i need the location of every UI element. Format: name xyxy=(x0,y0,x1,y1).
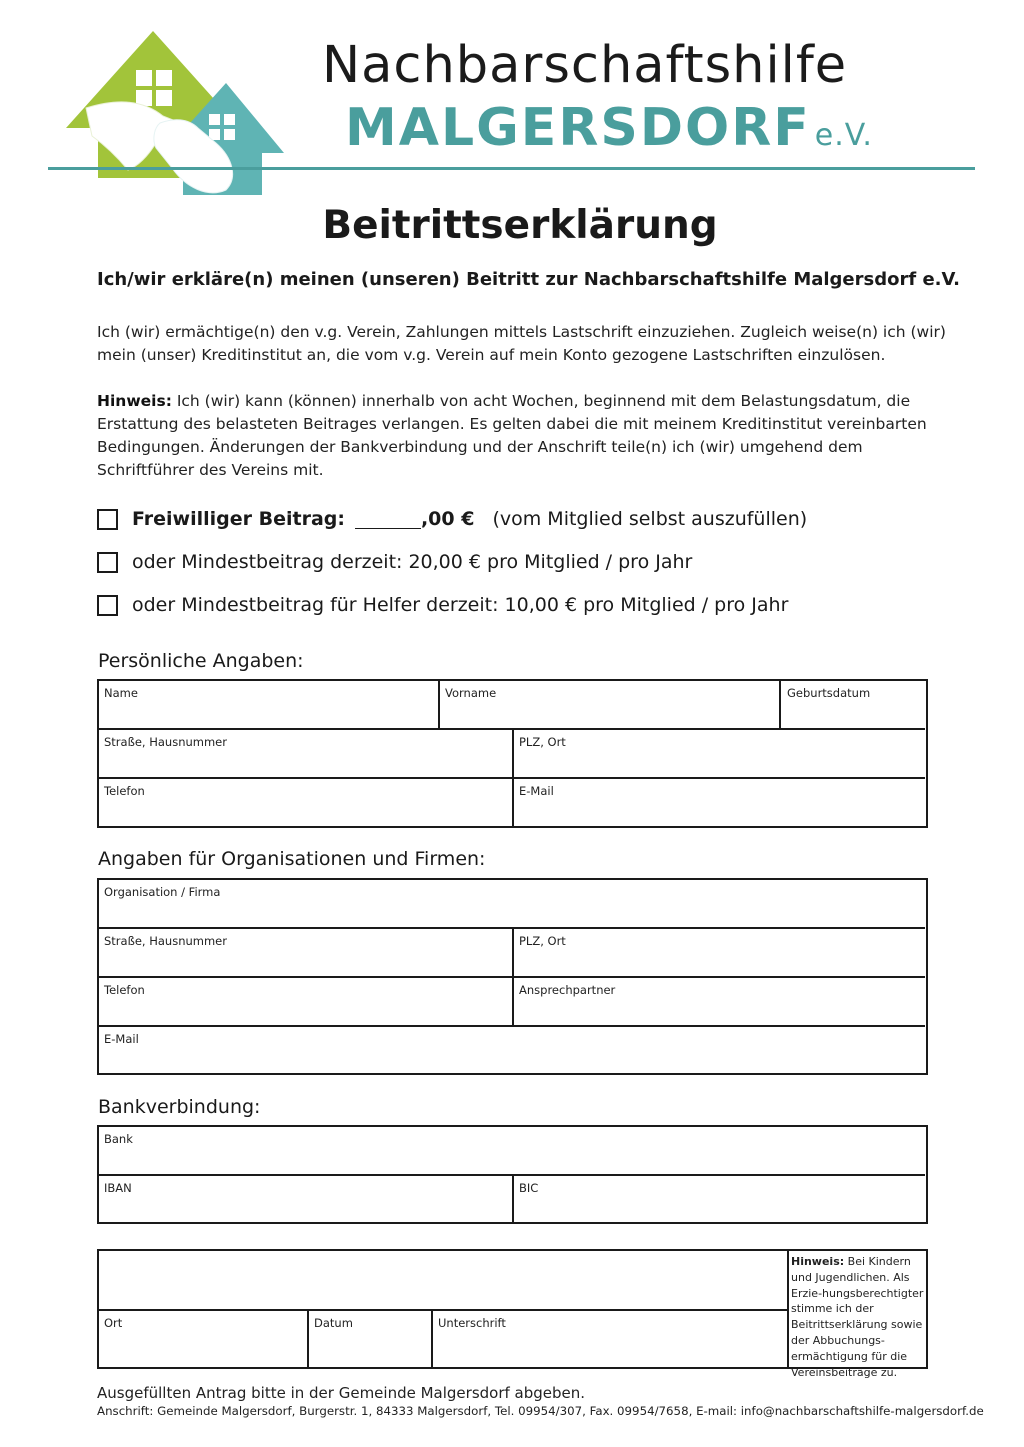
bank-heading: Bankverbindung: xyxy=(98,1096,261,1118)
name-field[interactable] xyxy=(99,681,438,728)
notice-label: Hinweis: xyxy=(97,392,172,410)
guardian-note-label: Hinweis: xyxy=(791,1255,845,1268)
org-name: Nachbarschaftshilfe xyxy=(322,36,848,95)
voluntary-checkbox[interactable] xyxy=(97,509,118,530)
bic-field[interactable] xyxy=(514,1176,925,1222)
signature-field[interactable] xyxy=(433,1311,787,1367)
option-voluntary xyxy=(97,504,807,534)
date-label: Datum xyxy=(314,1316,353,1330)
place-label: Ort xyxy=(104,1316,123,1330)
option-minimum xyxy=(97,547,692,577)
page-title: Beitrittserklärung xyxy=(322,203,718,248)
org-phone-label: Telefon xyxy=(104,983,145,997)
guardian-note xyxy=(791,1254,925,1380)
org-town-name: MALGERSDORF xyxy=(345,98,811,158)
mandate-text: Ich (wir) ermächtige(n) den v.g. Verein, Zahlungen mittels Lastschrift einzuziehen. Zugleich weise(n) ich (wir) mein (unser) Kreditinstitut an, die vom v.g. Verein auf mein Konto gezogene Lastschriften einzulösen. xyxy=(97,323,946,364)
notice-paragraph xyxy=(97,390,947,482)
org-email-field[interactable] xyxy=(99,1027,925,1073)
minimum-checkbox[interactable] xyxy=(97,552,118,573)
personal-form xyxy=(97,679,928,828)
name-label: Name xyxy=(104,686,138,700)
org-name-label: Organisation / Firma xyxy=(104,885,221,899)
organization-form xyxy=(97,878,928,1075)
iban-label: IBAN xyxy=(104,1181,132,1195)
organization-heading: Angaben für Organisationen und Firmen: xyxy=(98,848,486,870)
personal-heading: Persönliche Angaben: xyxy=(98,650,304,672)
voluntary-amount-suffix: ,00 € xyxy=(420,508,475,530)
street-label: Straße, Hausnummer xyxy=(104,735,227,749)
header-divider xyxy=(48,167,975,170)
plz-label: PLZ, Ort xyxy=(519,735,566,749)
signature-label: Unterschrift xyxy=(438,1316,506,1330)
phone-label: Telefon xyxy=(104,784,145,798)
org-contact-field[interactable] xyxy=(514,978,925,1025)
signature-form xyxy=(97,1249,928,1379)
email-field[interactable] xyxy=(514,779,925,826)
notice-text: Ich (wir) kann (können) innerhalb von acht Wochen, beginnend mit dem Belastungsdatum, die Erstattung des belasteten Beitrages verlangen. Es gelten dabei die mit meinem Kreditinstitut vereinbarten Bedingungen. Änderungen der Bankverbindung und der Anschrift teile(n) ich (wir) umgehend dem Schriftführer des Vereins mit. xyxy=(97,392,927,479)
org-street-label: Straße, Hausnummer xyxy=(104,934,227,948)
voluntary-label: Freiwilliger Beitrag: xyxy=(132,508,345,530)
option-helper xyxy=(97,590,788,620)
vorname-field[interactable] xyxy=(440,681,779,728)
org-suffix: e.V. xyxy=(814,118,873,153)
logo-houses-hands xyxy=(48,28,298,203)
helper-label: oder Mindestbeitrag für Helfer derzeit: 10,00 € pro Mitglied / pro Jahr xyxy=(132,594,789,616)
vorname-label: Vorname xyxy=(445,686,497,700)
bank-form xyxy=(97,1125,928,1224)
plz-field[interactable] xyxy=(514,730,925,777)
voluntary-amount-field[interactable] xyxy=(355,510,421,529)
birthdate-label: Geburtsdatum xyxy=(787,686,871,700)
voluntary-note: (vom Mitglied selbst auszufüllen) xyxy=(492,508,808,530)
helper-checkbox[interactable] xyxy=(97,595,118,616)
place-field[interactable] xyxy=(99,1311,307,1367)
bic-label: BIC xyxy=(519,1181,539,1195)
org-contact-label: Ansprechpartner xyxy=(519,983,616,997)
bank-label: Bank xyxy=(104,1132,133,1146)
minimum-label: oder Mindestbeitrag derzeit: 20,00 € pro Mitglied / pro Jahr xyxy=(132,551,693,573)
org-plz-label: PLZ, Ort xyxy=(519,934,566,948)
org-email-label: E-Mail xyxy=(104,1032,139,1046)
bank-field[interactable] xyxy=(99,1127,925,1174)
intro-statement: Ich/wir erkläre(n) meinen (unseren) Beitritt zur Nachbarschaftshilfe Malgersdorf e.V. xyxy=(97,269,960,290)
birthdate-field[interactable] xyxy=(782,681,925,728)
date-field[interactable] xyxy=(309,1311,431,1367)
org-street-field[interactable] xyxy=(99,929,512,976)
email-label: E-Mail xyxy=(519,784,554,798)
org-town xyxy=(345,98,905,158)
org-name-field[interactable] xyxy=(99,880,925,927)
footer-address: Anschrift: Gemeinde Malgersdorf, Burgerstr. 1, 84333 Malgersdorf, Tel. 09954/307, Fax. 09954/7658, E-mail: info@nachbarschaftshilfe-malgersdorf.de xyxy=(97,1404,984,1418)
footer-instruction: Ausgefüllten Antrag bitte in der Gemeinde Malgersdorf abgeben. xyxy=(97,1384,586,1402)
org-plz-field[interactable] xyxy=(514,929,925,976)
org-phone-field[interactable] xyxy=(99,978,512,1025)
iban-field[interactable] xyxy=(99,1176,512,1222)
phone-field[interactable] xyxy=(99,779,512,826)
street-field[interactable] xyxy=(99,730,512,777)
guardian-note-text: Bei Kindern und Jugendlichen. Als Erzie-hungsberechtigter stimme ich der Beitrittserklärung sowie der Abbuchungs-ermächtigung für die Vereinsbeiträge zu. xyxy=(791,1255,924,1379)
